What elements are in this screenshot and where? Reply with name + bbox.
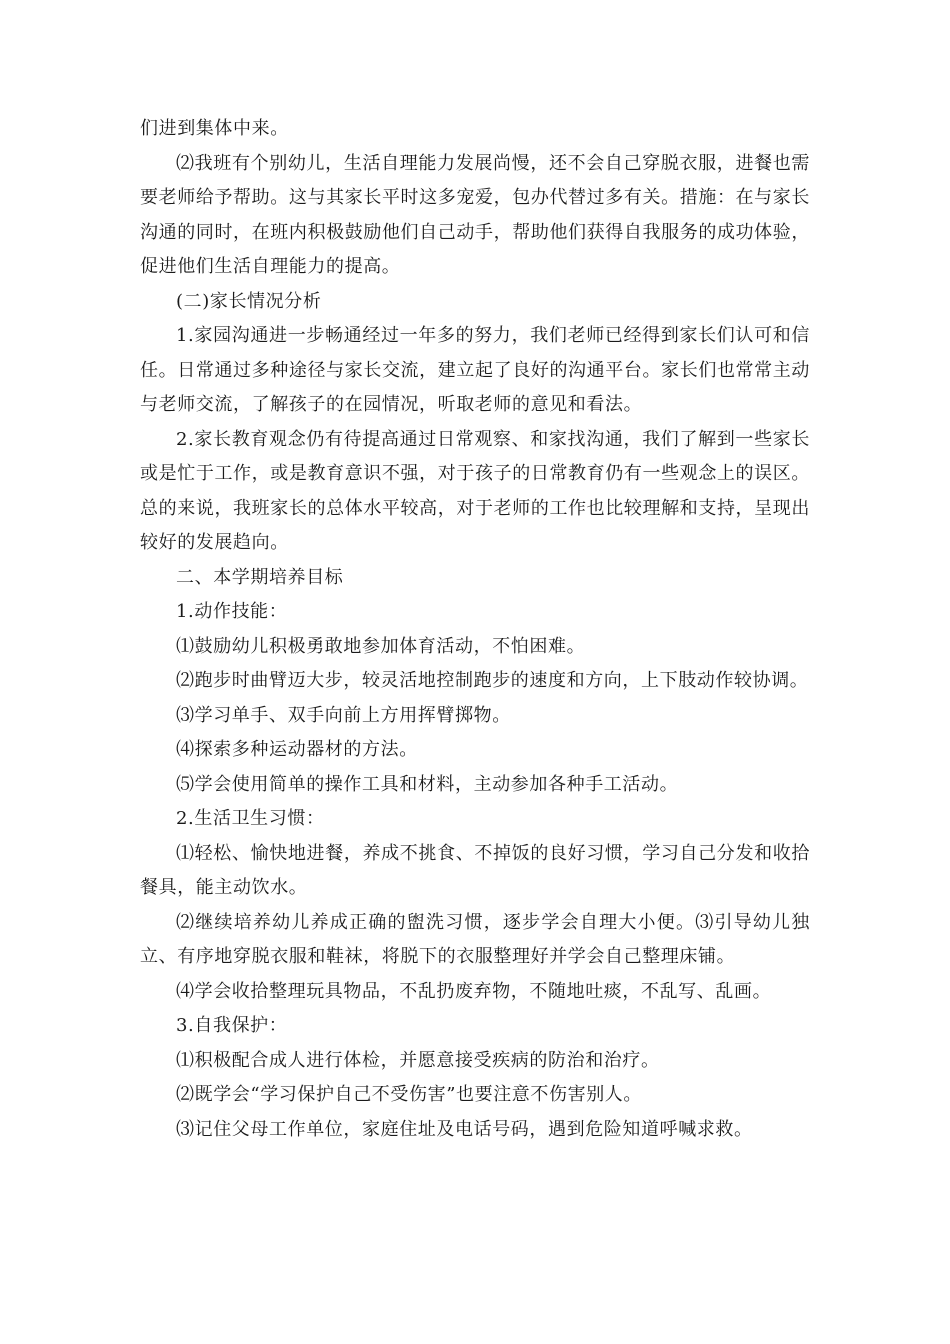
list-item-protection-2: ⑵既学会“学习保护自己不受伤害”也要注意不伤害别人。	[176, 1084, 643, 1105]
paragraph-self-care-issue: ⑵我班有个别幼儿，生活自理能力发展尚慢，还不会自己穿脱衣服，进餐也需要老师给予帮助。这与其家长平时这多宠爱，包办代替过多有关。措施：在与家长沟通的同时，在班内积极鼓励他们自己动手，帮助他们获得自我服务的成功体验，促进他们生活自理能力的提高。	[140, 152, 810, 277]
heading-parent-analysis: (二)家长情况分析	[176, 290, 322, 312]
paragraph-parent-education-views: 2.家长教育观念仍有待提高通过日常观察、和家找沟通，我们了解到一些家长或是忙于工作，或是教育意识不强，对于孩子的日常教育仍有一些观念上的误区。总的来说，我班家长的总体水平较高，对于老师的工作也比较理解和支持，呈现出较好的发展趋向。	[140, 428, 810, 553]
list-item-motor-4: ⑷探索多种运动器材的方法。	[176, 739, 418, 760]
list-item-motor-2: ⑵跑步时曲臂迈大步，较灵活地控制跑步的速度和方向，上下肢动作较协调。	[176, 670, 809, 691]
list-item-hygiene-2: ⑵继续培养幼儿养成正确的盥洗习惯，逐步学会自理大小便。⑶引导幼儿独立、有序地穿脱衣服和鞋袜，将脱下的衣服整理好并学会自己整理床铺。	[140, 911, 810, 967]
paragraph-continuation: 们进到集体中来。	[140, 118, 289, 139]
paragraph-home-school-communication: 1.家园沟通进一步畅通经过一年多的努力，我们老师已经得到家长们认可和信任。日常通过多种途径与家长交流，建立起了良好的沟通平台。家长们也常常主动与老师交流，了解孩子的在园情况，听取老师的意见和看法。	[140, 325, 810, 415]
list-item-motor-5: ⑸学会使用简单的操作工具和材料，主动参加各种手工活动。	[176, 773, 679, 795]
heading-self-protection: 3.自我保护：	[176, 1015, 288, 1036]
list-item-protection-3: ⑶记住父母工作单位，家庭住址及电话号码，遇到危险知道呼喊求救。	[176, 1118, 753, 1140]
list-item-hygiene-1: ⑴轻松、愉快地进餐，养成不挑食、不掉饭的良好习惯，学习自己分发和收拾餐具，能主动饮水。	[140, 842, 810, 898]
document-body	[140, 112, 810, 1147]
list-item-protection-1: ⑴积极配合成人进行体检，并愿意接受疾病的防治和治疗。	[176, 1049, 660, 1071]
heading-semester-goals: 二、本学期培养目标	[176, 566, 344, 588]
list-item-motor-3: ⑶学习单手、双手向前上方用挥臂掷物。	[176, 704, 511, 726]
list-item-motor-1: ⑴鼓励幼儿积极勇敢地参加体育活动，不怕困难。	[176, 635, 586, 657]
heading-hygiene-habits: 2.生活卫生习惯：	[176, 808, 325, 829]
list-item-hygiene-4: ⑷学会收拾整理玩具物品，不乱扔废弃物，不随地吐痰，不乱写、乱画。	[176, 980, 772, 1002]
heading-motor-skills: 1.动作技能：	[176, 601, 288, 622]
